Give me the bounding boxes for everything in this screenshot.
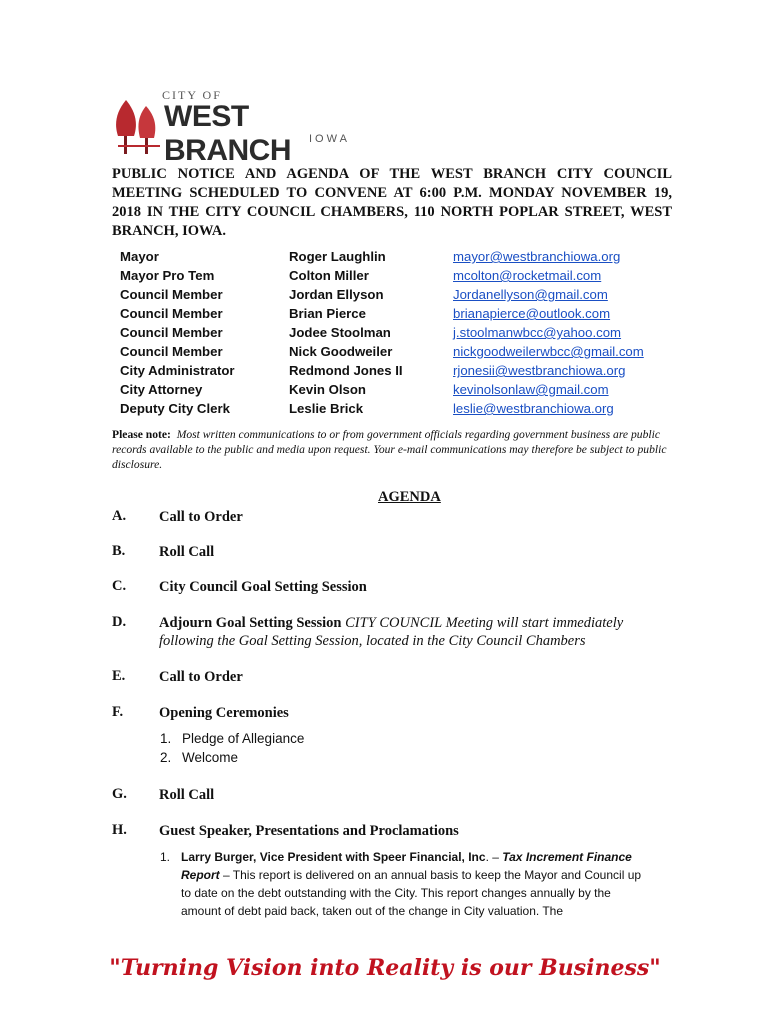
list-item-number: 1. bbox=[160, 850, 171, 864]
official-title: City Attorney bbox=[120, 382, 203, 397]
please-note-label: Please note: bbox=[112, 428, 171, 441]
agenda-item-letter: H. bbox=[112, 822, 127, 838]
official-row bbox=[120, 380, 680, 399]
official-name: Leslie Brick bbox=[289, 401, 364, 416]
official-row bbox=[120, 304, 680, 323]
list-item-text: Pledge of Allegiance bbox=[182, 731, 305, 746]
official-title: Council Member bbox=[120, 344, 223, 359]
agenda-item-title: City Council Goal Setting Session bbox=[159, 579, 367, 595]
list-item-text: Welcome bbox=[182, 750, 239, 765]
list-item bbox=[160, 729, 304, 748]
trees-icon bbox=[112, 96, 164, 160]
official-title: Council Member bbox=[120, 306, 223, 321]
agenda-heading: AGENDA bbox=[378, 489, 441, 505]
speaker-name: Larry Burger, Vice President with Speer Financial, Inc bbox=[181, 850, 486, 864]
logo-city-text: CITY OF bbox=[162, 88, 222, 102]
official-title: Deputy City Clerk bbox=[120, 401, 230, 416]
agenda-item-title: Adjourn Goal Setting Session bbox=[159, 615, 342, 631]
logo-state-text: IOWA bbox=[309, 133, 350, 145]
official-row bbox=[120, 399, 680, 418]
list-item-number: 2. bbox=[160, 750, 172, 765]
agenda-item-letter: C. bbox=[112, 578, 127, 594]
agenda-item-title: Call to Order bbox=[159, 509, 243, 525]
agenda-item-title: Roll Call bbox=[159, 544, 215, 560]
official-row bbox=[120, 247, 680, 266]
agenda-item-title: Call to Order bbox=[159, 669, 243, 685]
official-email-link[interactable]: nickgoodweilerwbcc@gmail.com bbox=[453, 344, 644, 359]
separator: – bbox=[219, 868, 233, 882]
agenda-item-title: Guest Speaker, Presentations and Proclamations bbox=[159, 823, 459, 839]
official-email-link[interactable]: Jordanellyson@gmail.com bbox=[453, 287, 608, 302]
official-name: Brian Pierce bbox=[289, 306, 366, 321]
official-name: Colton Miller bbox=[289, 268, 369, 283]
official-title: Council Member bbox=[120, 287, 223, 302]
official-name: Jodee Stoolman bbox=[289, 325, 391, 340]
official-email-link[interactable]: mcolton@rocketmail.com bbox=[453, 268, 602, 283]
agenda-item-note: CITY COUNCIL Meeting will start immediately following the Goal Setting Session, located in the City Council Chambers bbox=[159, 615, 624, 649]
official-row bbox=[120, 342, 680, 361]
official-name: Roger Laughlin bbox=[289, 249, 386, 264]
city-logo bbox=[112, 88, 362, 167]
official-title: Council Member bbox=[120, 325, 223, 340]
official-email-link[interactable]: leslie@westbranchiowa.org bbox=[453, 401, 614, 416]
opening-ceremonies-list bbox=[160, 729, 304, 767]
agenda-item-letter: F. bbox=[112, 704, 124, 720]
official-email-link[interactable]: kevinolsonlaw@gmail.com bbox=[453, 382, 609, 397]
official-name: Jordan Ellyson bbox=[289, 287, 384, 302]
agenda-item-letter: G. bbox=[112, 786, 127, 802]
please-note-text: Most written communications to or from government officials regarding government business are public records available to the public and media upon request. Your e-mail communications may therefore be subject to public disclosure. bbox=[112, 428, 667, 472]
official-row bbox=[120, 266, 680, 285]
agenda-item-title: Opening Ceremonies bbox=[159, 705, 289, 721]
agenda-item-letter: E. bbox=[112, 668, 126, 684]
official-name: Nick Goodweiler bbox=[289, 344, 393, 359]
official-name: Kevin Olson bbox=[289, 382, 366, 397]
official-row bbox=[120, 323, 680, 342]
agenda-item-letter: D. bbox=[112, 614, 127, 630]
official-title: City Administrator bbox=[120, 363, 235, 378]
agenda-item-letter: A. bbox=[112, 508, 127, 524]
list-item bbox=[160, 748, 304, 767]
agenda-item-letter: B. bbox=[112, 543, 126, 559]
official-email-link[interactable]: mayor@westbranchiowa.org bbox=[453, 249, 621, 264]
official-title: Mayor Pro Tem bbox=[120, 268, 215, 283]
official-email-link[interactable]: j.stoolmanwbcc@yahoo.com bbox=[453, 325, 622, 340]
agenda-item-title: Roll Call bbox=[159, 787, 215, 803]
city-motto: "Turning Vision into Reality is our Business" bbox=[109, 955, 661, 981]
list-item-number: 1. bbox=[160, 731, 172, 746]
logo-name-text: WEST BRANCH bbox=[164, 100, 291, 167]
official-title: Mayor bbox=[120, 249, 159, 264]
officials-list bbox=[120, 247, 680, 418]
separator: . – bbox=[485, 850, 503, 864]
official-email-link[interactable]: brianapierce@outlook.com bbox=[453, 306, 611, 321]
official-name: Redmond Jones II bbox=[289, 363, 403, 378]
public-notice-heading: PUBLIC NOTICE AND AGENDA OF THE WEST BRANCH CITY COUNCIL MEETING SCHEDULED TO CONVENE AT 6:00 P.M. MONDAY NOVEMBER 19, 2018 IN THE CITY COUNCIL CHAMBERS, 110 NORTH POPLAR STREET, WEST BRANCH, IOWA. bbox=[112, 166, 672, 239]
official-row bbox=[120, 285, 680, 304]
report-description: This report is delivered on an annual basis to keep the Mayor and Council up to date on the debt outstanding with the City. This report changes annually by the amount of debt paid back, taken out of the change in City valuation. The bbox=[181, 868, 642, 918]
official-row bbox=[120, 361, 680, 380]
report-title: Tax Increment Finance Report bbox=[181, 850, 632, 882]
please-note-paragraph bbox=[112, 427, 672, 473]
official-email-link[interactable]: rjonesii@westbranchiowa.org bbox=[453, 363, 626, 378]
